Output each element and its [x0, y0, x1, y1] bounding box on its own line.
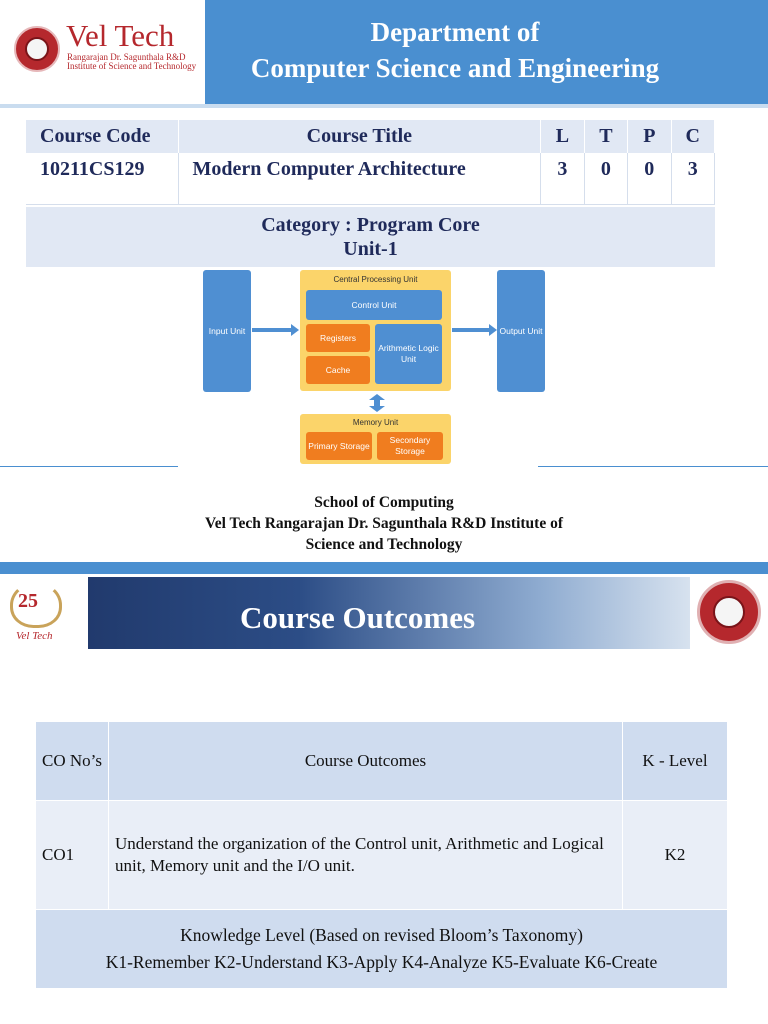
- school-info: [0, 492, 768, 555]
- course-table-row: [26, 153, 715, 205]
- input-unit-box: Input Unit: [203, 270, 251, 392]
- school-line-3: Science and Technology: [305, 536, 463, 553]
- registers-box: Registers: [306, 324, 370, 352]
- secondary-storage-box: Secondary Storage: [377, 432, 443, 460]
- anniversary-number: 25: [18, 590, 38, 612]
- university-seal-icon: [697, 580, 761, 644]
- header-divider: [0, 104, 768, 108]
- separator-left: [0, 466, 178, 467]
- arrow-cpu-to-output-icon: [452, 328, 490, 332]
- category-label: Category : Program Core: [261, 214, 480, 236]
- cache-box: Cache: [306, 356, 370, 384]
- course-table-header: [26, 120, 715, 153]
- co-number: CO1: [36, 801, 109, 910]
- memory-unit-label: Memory Unit: [352, 418, 399, 427]
- unit-label: Unit-1: [343, 238, 398, 260]
- value-p: 0: [628, 153, 671, 205]
- category-band: [26, 207, 715, 267]
- anniversary-logo: [4, 578, 84, 648]
- table-row: [36, 801, 728, 910]
- alu-box: Arithmetic Logic Unit: [375, 324, 442, 384]
- institute-logo: [0, 0, 205, 108]
- brand-subtitle: Rangarajan Dr. Sagunthala R&D Institute of Science and Technology: [67, 52, 197, 72]
- co-k-level: K2: [623, 801, 728, 910]
- separator-right: [538, 466, 768, 467]
- value-c: 3: [671, 153, 714, 205]
- control-unit-box: Control Unit: [306, 290, 442, 320]
- institute-seal-icon: [14, 26, 60, 72]
- knowledge-level-cell: [36, 910, 728, 989]
- arrow-input-to-cpu-icon: [252, 328, 292, 332]
- knowledge-level-list: K1-Remember K2-Understand K3-Apply K4-Analyze K5-Evaluate K6-Create: [105, 952, 658, 972]
- bidirectional-arrow-icon: [365, 394, 389, 412]
- anniversary-logo-text: Vel Tech: [16, 630, 53, 642]
- slide-divider-stripe: [0, 562, 768, 574]
- brand-name: Vel Tech: [66, 18, 175, 53]
- knowledge-level-row: [36, 910, 728, 989]
- school-line-1: School of Computing: [314, 494, 454, 511]
- department-title: [205, 14, 705, 86]
- cpu-label: Central Processing Unit: [333, 275, 418, 284]
- header-c: C: [671, 120, 714, 153]
- header-p: P: [628, 120, 671, 153]
- slide-title: Course Outcomes: [240, 600, 476, 635]
- co-description: Understand the organization of the Control unit, Arithmetic and Logical unit, Memory unit and the I/O unit.: [109, 801, 623, 910]
- course-title: Modern Computer Architecture: [178, 153, 541, 205]
- value-t: 0: [584, 153, 627, 205]
- output-unit-box: Output Unit: [497, 270, 545, 392]
- course-table: [26, 120, 715, 205]
- header-course-code: Course Code: [26, 120, 178, 153]
- header-t: T: [584, 120, 627, 153]
- header-k-level: K - Level: [623, 722, 728, 801]
- header-course-title: Course Title: [178, 120, 541, 153]
- knowledge-level-title: Knowledge Level (Based on revised Bloom’s Taxonomy): [180, 925, 583, 945]
- school-line-2: Vel Tech Rangarajan Dr. Sagunthala R&D Institute of: [205, 515, 563, 532]
- value-l: 3: [541, 153, 584, 205]
- course-code: 10211CS129: [26, 153, 178, 205]
- department-line-2: Computer Science and Engineering: [250, 53, 660, 83]
- header-l: L: [541, 120, 584, 153]
- course-outcomes-table: [35, 721, 728, 989]
- header-co-no: CO No’s: [36, 722, 109, 801]
- primary-storage-box: Primary Storage: [306, 432, 372, 460]
- header-course-outcomes: Course Outcomes: [109, 722, 623, 801]
- outcomes-header-row: [36, 722, 728, 801]
- department-line-1: Department of: [370, 17, 540, 47]
